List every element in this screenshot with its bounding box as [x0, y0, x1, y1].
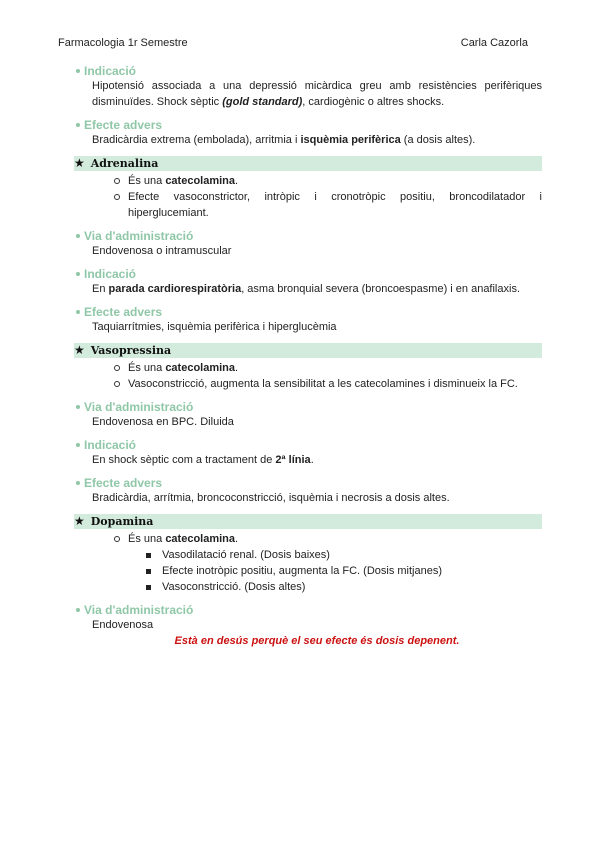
bullet-icon: [76, 443, 80, 447]
section-heading: Via d'administració: [76, 603, 542, 617]
drug-heading: ★ Vasopressina: [74, 343, 542, 358]
header-right: Carla Cazorla: [460, 37, 528, 49]
section-heading: Via d'administració: [76, 229, 542, 243]
list-item: Vasoconstricció, augmenta la sensibilitat a les catecolamines i disminueix la FC.: [128, 376, 542, 392]
paragraph: En parada cardiorespiratòria, asma bronquial severa (broncoespasme) i en anafilaxis.: [92, 283, 520, 295]
list-item: Vasodilatació renal. (Dosis baixes): [162, 547, 542, 563]
bullet-icon: [76, 481, 80, 485]
list-item: Efecte vasoconstrictor, intròpic i cronotròpic positiu, broncodilatador i hiperglucemiant.: [128, 189, 542, 221]
bullet-icon: [76, 405, 80, 409]
bullet-icon: [76, 123, 80, 127]
document-body: [76, 64, 542, 649]
circle-bullet-icon: [114, 536, 120, 542]
section-heading: Efecte advers: [76, 305, 542, 319]
section-heading: Efecte advers: [76, 118, 542, 132]
list-item: És una catecolamina.: [128, 173, 542, 189]
list-item: És una catecolamina.: [128, 531, 542, 547]
paragraph: Hipotensió associada a una depressió micàrdica greu amb resistències perifèriques disminuïdes. Shock sèptic (gold standard), cardiogènic o altres shocks.: [92, 80, 542, 108]
bullet-icon: [76, 608, 80, 612]
square-bullet-icon: [146, 553, 151, 558]
section-heading: Indicació: [76, 267, 542, 281]
header-left: Farmacologia 1r Semestre: [58, 37, 188, 49]
paragraph: Bradicàrdia, arrítmia, broncoconstricció, isquèmia i necrosis a dosis altes.: [92, 492, 450, 504]
section-heading: Efecte advers: [76, 476, 542, 490]
circle-bullet-icon: [114, 194, 120, 200]
circle-bullet-icon: [114, 365, 120, 371]
paragraph: Taquiarrítmies, isquèmia perifèrica i hiperglucèmia: [92, 321, 337, 333]
bullet-icon: [76, 234, 80, 238]
circle-bullet-icon: [114, 381, 120, 387]
drug-heading: ★ Adrenalina: [74, 156, 542, 171]
section-heading: Indicació: [76, 64, 542, 78]
star-icon: ★: [74, 343, 85, 357]
paragraph: Endovenosa en BPC. Diluida: [92, 416, 234, 428]
section-heading: Indicació: [76, 438, 542, 452]
warning-note: Està en desús perquè el seu efecte és dosis depenent.: [174, 635, 460, 647]
list-item: És una catecolamina.: [128, 360, 542, 376]
paragraph: Endovenosa: [92, 619, 154, 631]
square-bullet-icon: [146, 569, 151, 574]
paragraph: Endovenosa o intramuscular: [92, 245, 232, 257]
bullet-icon: [76, 310, 80, 314]
list-item: Vasoconstricció. (Dosis altes): [162, 579, 542, 595]
paragraph: En shock sèptic com a tractament de 2ª línia.: [92, 454, 314, 466]
square-bullet-icon: [146, 585, 151, 590]
list-item: Efecte inotròpic positiu, augmenta la FC. (Dosis mitjanes): [162, 563, 542, 579]
circle-bullet-icon: [114, 178, 120, 184]
paragraph: Bradicàrdia extrema (embolada), arritmia i isquèmia perifèrica (a dosis altes).: [92, 134, 476, 146]
star-icon: ★: [74, 156, 85, 170]
section-heading: Via d'administració: [76, 400, 542, 414]
bullet-icon: [76, 272, 80, 276]
bullet-icon: [76, 69, 80, 73]
star-icon: ★: [74, 514, 85, 528]
drug-heading: ★ Dopamina: [74, 514, 542, 529]
